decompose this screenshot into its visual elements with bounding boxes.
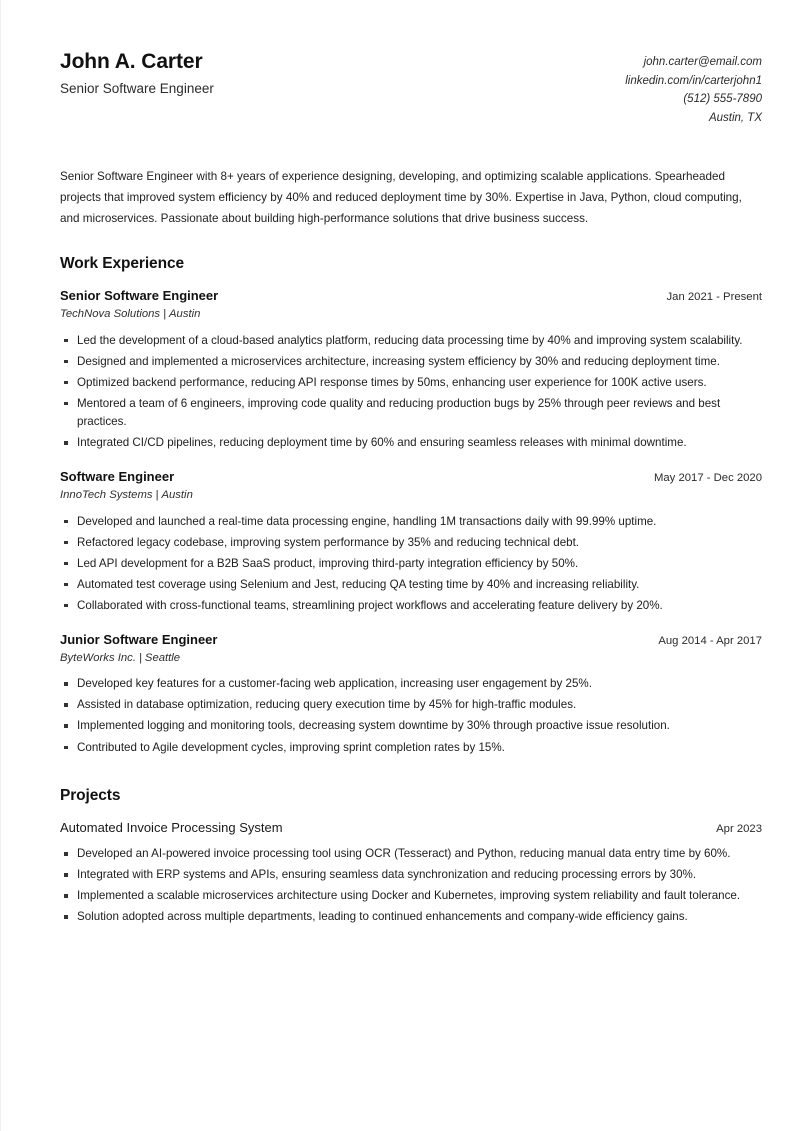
entry-header <box>60 819 762 837</box>
entry-bullet-list <box>60 332 762 452</box>
entry-header <box>60 468 762 486</box>
bullet-item: Led API development for a B2B SaaS product, improving third-party integration efficiency by 50%. <box>60 555 762 573</box>
bullet-item: Implemented logging and monitoring tools, decreasing system downtime by 30% through proactive issue resolution. <box>60 717 762 735</box>
entry-role: Software Engineer <box>60 469 175 485</box>
bullet-item: Implemented a scalable microservices architecture using Docker and Kubernetes, improving system reliability and fault tolerance. <box>60 887 762 905</box>
project-entry <box>60 819 762 927</box>
contact-email[interactable]: john.carter@email.com <box>643 56 762 68</box>
entry-header <box>60 631 762 649</box>
entry-bullet-list <box>60 675 762 756</box>
entry-company: TechNova Solutions <box>60 307 161 320</box>
entry-date: Aug 2014 - Apr 2017 <box>658 634 762 647</box>
bullet-item: Led the development of a cloud-based analytics platform, reducing data processing time by 40% and improving system scalability. <box>60 332 762 350</box>
bullet-item: Integrated with ERP systems and APIs, ensuring seamless data synchronization and reducing processing errors by 30%. <box>60 866 762 884</box>
contact-linkedin[interactable]: linkedin.com/in/carterjohn1 <box>625 74 762 87</box>
contact-block <box>625 46 762 128</box>
project-date: Apr 2023 <box>716 822 762 835</box>
bullet-item: Designed and implemented a microservices architecture, increasing system efficiency by 30% and reducing deployment time. <box>60 353 762 371</box>
bullet-item: Developed key features for a customer-facing web application, increasing user engagement by 25%. <box>60 675 762 693</box>
section-projects <box>60 787 762 927</box>
bullet-item: Solution adopted across multiple departments, leading to continued enhancements and company-wide efficiency gains. <box>60 908 762 926</box>
bullet-item: Integrated CI/CD pipelines, reducing deployment time by 60% and ensuring seamless releases with minimal downtime. <box>60 434 762 452</box>
section-work-experience <box>60 255 762 756</box>
entry-role: Junior Software Engineer <box>60 631 218 647</box>
project-title: Automated Invoice Processing System <box>60 819 283 835</box>
experience-entry <box>60 287 762 452</box>
entry-location: Austin <box>169 307 201 320</box>
project-bullet-list <box>60 845 762 926</box>
bullet-item: Developed and launched a real-time data processing engine, handling 1M transactions daily with 99.99% uptime. <box>60 513 762 531</box>
entry-role: Senior Software Engineer <box>60 288 219 304</box>
candidate-name: John A. Carter <box>60 50 203 73</box>
entry-separator: | <box>163 307 166 320</box>
contact-phone[interactable]: (512) 555-7890 <box>683 93 762 106</box>
bullet-item: Mentored a team of 6 engineers, improving code quality and reducing production bugs by 25% through peer reviews and best practices. <box>60 395 762 431</box>
entry-meta <box>60 488 762 504</box>
entry-separator: | <box>138 651 142 664</box>
entry-header <box>60 287 762 305</box>
identity-block <box>60 46 214 98</box>
entry-meta <box>60 651 762 667</box>
section-title-projects: Projects <box>60 786 121 804</box>
entry-bullet-list <box>60 513 762 615</box>
entry-separator: | <box>155 488 159 501</box>
entry-date: May 2017 - Dec 2020 <box>653 472 762 485</box>
candidate-title: Senior Software Engineer <box>60 81 214 97</box>
entry-location: Seattle <box>144 651 181 664</box>
entry-company: ByteWorks Inc. <box>60 651 136 664</box>
bullet-item: Optimized backend performance, reducing API response times by 50ms, enhancing user experience for 100K active users. <box>60 374 762 392</box>
contact-location: Austin, TX <box>708 111 762 124</box>
bullet-item: Automated test coverage using Selenium and Jest, reducing QA testing time by 40% and increasing reliability. <box>60 576 762 594</box>
entry-company: InnoTech Systems <box>60 488 153 501</box>
bullet-item: Assisted in database optimization, reducing query execution time by 45% for high-traffic modules. <box>60 696 762 714</box>
entry-location: Austin <box>161 488 193 501</box>
resume-header <box>60 46 762 128</box>
bullet-item: Developed an AI-powered invoice processing tool using OCR (Tesseract) and Python, reducing manual data entry time by 60%. <box>60 845 762 863</box>
bullet-item: Collaborated with cross-functional teams, streamlining project workflows and accelerating feature delivery by 20%. <box>60 597 762 615</box>
bullet-item: Contributed to Agile development cycles, improving sprint completion rates by 15%. <box>60 739 762 757</box>
professional-summary: Senior Software Engineer with 8+ years of experience designing, developing, and optimizing scalable applications. Spearheaded projects that improved system efficiency by 40% and reduced deployment time by 30%. Expertise in Java, Python, cloud computing, and microservices. Passionate about building high-performance solutions that drive business success. <box>60 169 742 226</box>
entry-meta <box>60 307 762 323</box>
experience-entry <box>60 468 762 615</box>
entry-date: Jan 2021 - Present <box>666 291 762 304</box>
bullet-item: Refactored legacy codebase, improving system performance by 35% and reducing technical debt. <box>60 534 762 552</box>
section-title-work-experience: Work Experience <box>60 255 184 273</box>
experience-entry <box>60 631 762 757</box>
